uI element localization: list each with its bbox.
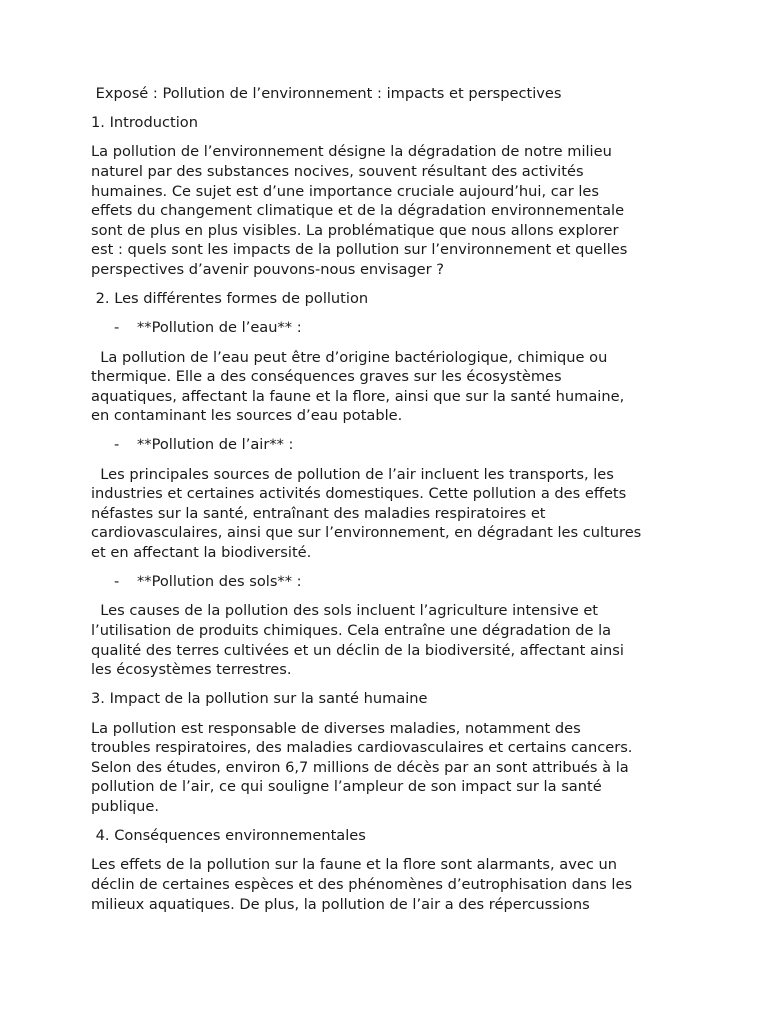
bullet-water xyxy=(91,318,691,338)
paragraph-water xyxy=(91,348,691,426)
section-heading-environment: 4. Conséquences environnementales xyxy=(91,827,366,845)
bullet-label: **Pollution de l’eau** : xyxy=(137,319,302,337)
bullet-air xyxy=(91,435,691,455)
paragraph-line: La pollution est responsable de diverses maladies, notamment des xyxy=(91,719,581,737)
bullet-dash: - xyxy=(114,319,120,337)
paragraph-line: Les effets de la pollution sur la faune et la flore sont alarmants, avec un xyxy=(91,856,618,874)
paragraph-line: La pollution de l’eau peut être d’origine bactériologique, chimique ou xyxy=(91,348,608,366)
paragraph-line: humaines. Ce sujet est d’une importance cruciale aujourd’hui, car les xyxy=(91,182,599,200)
paragraph-soil xyxy=(91,601,691,679)
paragraph-line: perspectives d’avenir pouvons-nous envisager ? xyxy=(91,260,445,278)
paragraph-line: effets du changement climatique et de la dégradation environnementale xyxy=(91,202,625,220)
bullet-soil xyxy=(91,572,691,592)
paragraph-line: Les causes de la pollution des sols incluent l’agriculture intensive et xyxy=(91,602,599,620)
section-heading-health: 3. Impact de la pollution sur la santé humaine xyxy=(91,690,428,708)
paragraph-line: cardiovasculaires, ainsi que sur l’environnement, en dégradant les cultures xyxy=(91,524,642,542)
paragraph-line: pollution de l’air, ce qui souligne l’ampleur de son impact sur la santé xyxy=(91,778,602,796)
paragraph-line: les écosystèmes terrestres. xyxy=(91,661,292,679)
section-heading-introduction: 1. Introduction xyxy=(91,114,198,132)
paragraph-line: aquatiques, affectant la faune et la flore, ainsi que sur la santé humaine, xyxy=(91,387,625,405)
paragraph-line: milieux aquatiques. De plus, la pollution de l’air a des répercussions xyxy=(91,895,590,913)
document-title: Exposé : Pollution de l’environnement : impacts et perspectives xyxy=(91,85,562,102)
paragraph-line: La pollution de l’environnement désigne la dégradation de notre milieu xyxy=(91,143,612,161)
paragraph-line: industries et certaines activités domestiques. Cette pollution a des effets xyxy=(91,485,627,503)
document-page xyxy=(91,84,691,914)
bullet-label: **Pollution des sols** : xyxy=(137,573,302,591)
paragraph-air xyxy=(91,465,691,563)
paragraph-line: publique. xyxy=(91,797,160,815)
paragraph-line: Selon des études, environ 6,7 millions de décès par an sont attribués à la xyxy=(91,758,629,776)
paragraph-line: qualité des terres cultivées et un déclin de la biodiversité, affectant ainsi xyxy=(91,641,624,659)
bullet-dash: - xyxy=(114,436,120,454)
paragraph-line: l’utilisation de produits chimiques. Cela entraîne une dégradation de la xyxy=(91,622,612,639)
paragraph-line: est : quels sont les impacts de la pollution sur l’environnement et quelles xyxy=(91,241,628,259)
bullet-dash: - xyxy=(114,573,120,591)
paragraph-line: Les principales sources de pollution de l’air incluent les transports, les xyxy=(91,465,614,483)
paragraph-introduction xyxy=(91,142,691,279)
paragraph-line: et en affectant la biodiversité. xyxy=(91,544,312,562)
section-heading-forms: 2. Les différentes formes de pollution xyxy=(91,290,369,308)
paragraph-line: sont de plus en plus visibles. La problématique que nous allons explorer xyxy=(91,221,619,239)
paragraph-environment xyxy=(91,855,691,914)
paragraph-line: en contaminant les sources d’eau potable. xyxy=(91,407,403,425)
paragraph-line: naturel par des substances nocives, souvent résultant des activités xyxy=(91,162,584,180)
paragraph-line: troubles respiratoires, des maladies cardiovasculaires et certains cancers. xyxy=(91,739,633,757)
paragraph-health xyxy=(91,719,691,817)
paragraph-line: thermique. Elle a des conséquences graves sur les écosystèmes xyxy=(91,368,562,386)
paragraph-line: néfastes sur la santé, entraînant des maladies respiratoires et xyxy=(91,504,546,522)
paragraph-line: déclin de certaines espèces et des phénomènes d’eutrophisation dans les xyxy=(91,875,633,893)
bullet-label: **Pollution de l’air** : xyxy=(137,436,294,454)
